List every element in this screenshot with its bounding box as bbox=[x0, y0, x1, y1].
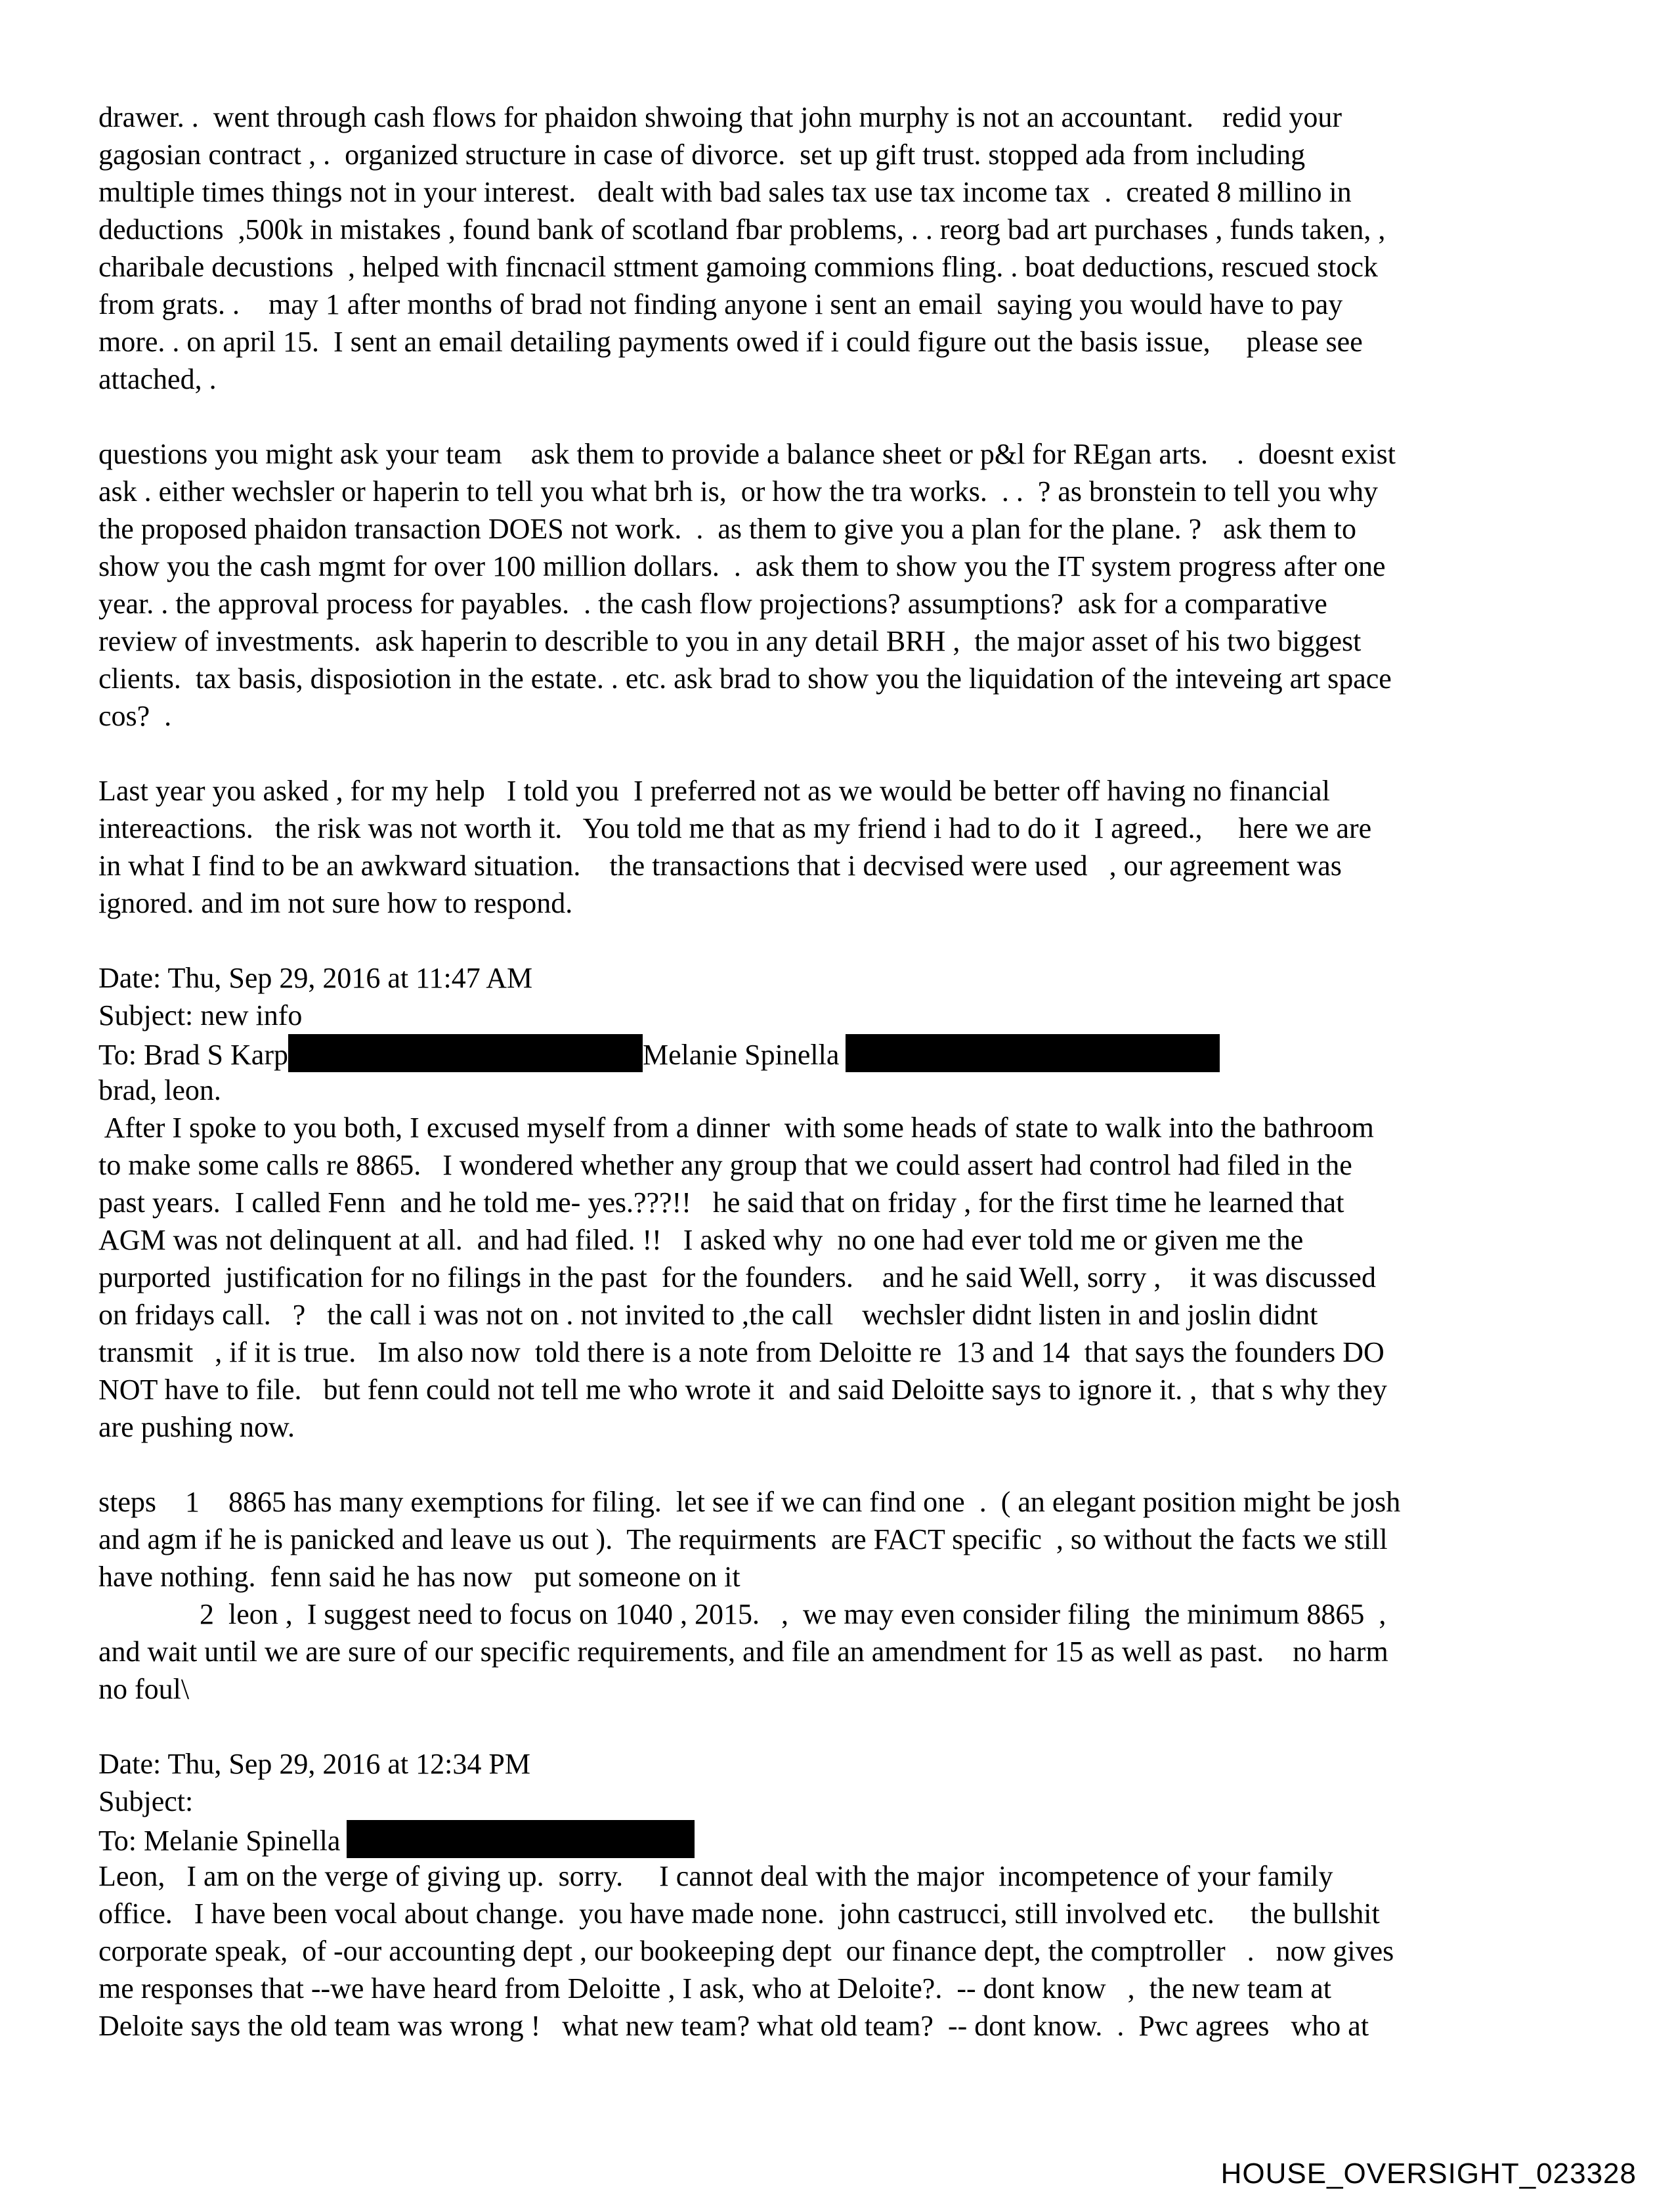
paragraph-gap bbox=[98, 398, 1569, 435]
text-line: attached, . bbox=[98, 363, 217, 395]
email-subject: Subject: bbox=[98, 1785, 194, 1817]
paragraph-questions bbox=[98, 435, 1569, 735]
text-line: more. . on april 15. I sent an email detailing payments owed if i could figure out the basis issue, please see bbox=[98, 326, 1363, 358]
text-line: charibale decustions , helped with fincnacil sttment gamoing commions fling. . boat deductions, rescued stock bbox=[98, 251, 1378, 283]
email-to-label: To: Brad S Karp bbox=[98, 1039, 288, 1071]
redaction-bar bbox=[288, 1034, 643, 1072]
email-to-label: To: Melanie Spinella bbox=[98, 1825, 341, 1857]
text-line: cos? . bbox=[98, 700, 172, 732]
text-line: and wait until we are sure of our specific requirements, and file an amendment for 15 as well as past. no harm bbox=[98, 1636, 1388, 1668]
email-body-1 bbox=[98, 1072, 1569, 1446]
text-line: transmit , if it is true. Im also now told there is a note from Deloitte re 13 and 14 that says the founders DO bbox=[98, 1336, 1384, 1368]
text-line: on fridays call. ? the call i was not on . not invited to ,the call wechsler didnt listen in and joslin didnt bbox=[98, 1299, 1318, 1331]
text-line: ask . either wechsler or haperin to tell you what brh is, or how the tra works. . . ? as bronstein to tell you why bbox=[98, 475, 1378, 508]
text-line: intereactions. the risk was not worth it. You told me that as my friend i had to do it I agreed., here we are bbox=[98, 812, 1372, 844]
text-line: questions you might ask your team ask them to provide a balance sheet or p&l for REgan arts. . doesnt exist bbox=[98, 438, 1396, 470]
email-recipients bbox=[98, 1034, 1569, 1072]
text-line: review of investments. ask haperin to describle to you in any detail BRH , the major asset of his two biggest bbox=[98, 625, 1362, 657]
text-line: from grats. . may 1 after months of brad not finding anyone i sent an email saying you would have to pay bbox=[98, 288, 1343, 320]
text-line: are pushing now. bbox=[98, 1411, 295, 1443]
text-line: NOT have to file. but fenn could not tell me who wrote it and said Deloitte says to ignore it. , that s why they bbox=[98, 1374, 1387, 1406]
text-line: brad, leon. bbox=[98, 1074, 221, 1106]
paragraph-steps bbox=[98, 1483, 1569, 1708]
email-to-second: Melanie Spinella bbox=[643, 1039, 840, 1071]
text-line: the proposed phaidon transaction DOES not work. . as them to give you a plan for the plane. ? ask them to bbox=[98, 513, 1357, 545]
paragraph-gap bbox=[98, 1446, 1569, 1483]
text-line: show you the cash mgmt for over 100 million dollars. . ask them to show you the IT system progress after one bbox=[98, 550, 1386, 582]
text-line: Last year you asked , for my help I told you I preferred not as we would be better off having no financial bbox=[98, 775, 1330, 807]
email-date: Date: Thu, Sep 29, 2016 at 11:47 AM bbox=[98, 962, 533, 994]
email-header-2 bbox=[98, 1745, 1569, 1857]
text-line: ignored. and im not sure how to respond. bbox=[98, 887, 573, 919]
text-line: steps 1 8865 has many exemptions for filing. let see if we can find one . ( an elegant position might be josh bbox=[98, 1486, 1401, 1518]
text-line: drawer. . went through cash flows for phaidon shwoing that john murphy is not an accountant. redid your bbox=[98, 101, 1342, 133]
text-line: me responses that --we have heard from Deloitte , I ask, who at Deloite?. -- dont know , the new team at bbox=[98, 1972, 1331, 2005]
text-line: Leon, I am on the verge of giving up. sorry. I cannot deal with the major incompetence of your family bbox=[98, 1860, 1333, 1892]
email-body-2 bbox=[98, 1857, 1569, 2045]
text-line: in what I find to be an awkward situation. the transactions that i decvised were used , our agreement was bbox=[98, 850, 1342, 882]
text-line: Deloite says the old team was wrong ! what new team? what old team? -- dont know. . Pwc agrees who at bbox=[98, 2010, 1369, 2042]
email-header-1 bbox=[98, 959, 1569, 1072]
text-line: office. I have been vocal about change. you have made none. john castrucci, still involved etc. the bullshit bbox=[98, 1898, 1380, 1930]
text-line: purported justification for no filings in the past for the founders. and he said Well, sorry , it was discussed bbox=[98, 1261, 1376, 1293]
text-line: no foul\ bbox=[98, 1673, 190, 1705]
text-line: and agm if he is panicked and leave us out ). The requirments are FACT specific , so without the facts we still bbox=[98, 1523, 1388, 1555]
text-line: 2 leon , I suggest need to focus on 1040 , 2015. , we may even consider filing the minimum 8865 , bbox=[98, 1598, 1386, 1630]
text-line: multiple times things not in your interest. dealt with bad sales tax use tax income tax . created 8 millino in bbox=[98, 176, 1352, 208]
redaction-bar bbox=[846, 1034, 1220, 1072]
paragraph-gap bbox=[98, 735, 1569, 772]
text-line: AGM was not delinquent at all. and had filed. !! I asked why no one had ever told me or given me the bbox=[98, 1224, 1304, 1256]
text-line: year. . the approval process for payables. . the cash flow projections? assumptions? ask for a comparative bbox=[98, 588, 1327, 620]
email-date: Date: Thu, Sep 29, 2016 at 12:34 PM bbox=[98, 1748, 530, 1780]
paragraph-services bbox=[98, 98, 1569, 398]
redaction-bar bbox=[347, 1820, 695, 1858]
text-line: have nothing. fenn said he has now put someone on it bbox=[98, 1561, 740, 1593]
document-body bbox=[98, 98, 1569, 2045]
text-line: deductions ,500k in mistakes , found bank of scotland fbar problems, . . reorg bad art purchases , funds taken, , bbox=[98, 213, 1386, 246]
email-subject: Subject: new info bbox=[98, 999, 303, 1031]
paragraph-gap bbox=[98, 1708, 1569, 1745]
paragraph-last-year bbox=[98, 772, 1569, 922]
text-line: to make some calls re 8865. I wondered whether any group that we could assert had control had filed in the bbox=[98, 1149, 1352, 1181]
text-line: After I spoke to you both, I excused myself from a dinner with some heads of state to walk into the bathroom bbox=[98, 1112, 1374, 1144]
paragraph-gap bbox=[98, 922, 1569, 959]
text-line: corporate speak, of -our accounting dept , our bookeeping dept our finance dept, the comptroller . now gives bbox=[98, 1935, 1394, 1967]
email-recipients bbox=[98, 1820, 1569, 1857]
text-line: past years. I called Fenn and he told me- yes.???!! he said that on friday , for the first time he learned that bbox=[98, 1186, 1344, 1219]
text-line: gagosian contract , . organized structure in case of divorce. set up gift trust. stopped ada from including bbox=[98, 139, 1306, 171]
bates-number: HOUSE_OVERSIGHT_023328 bbox=[1220, 2158, 1637, 2190]
text-line: clients. tax basis, disposiotion in the estate. . etc. ask brad to show you the liquidation of the inteveing art space bbox=[98, 662, 1392, 695]
